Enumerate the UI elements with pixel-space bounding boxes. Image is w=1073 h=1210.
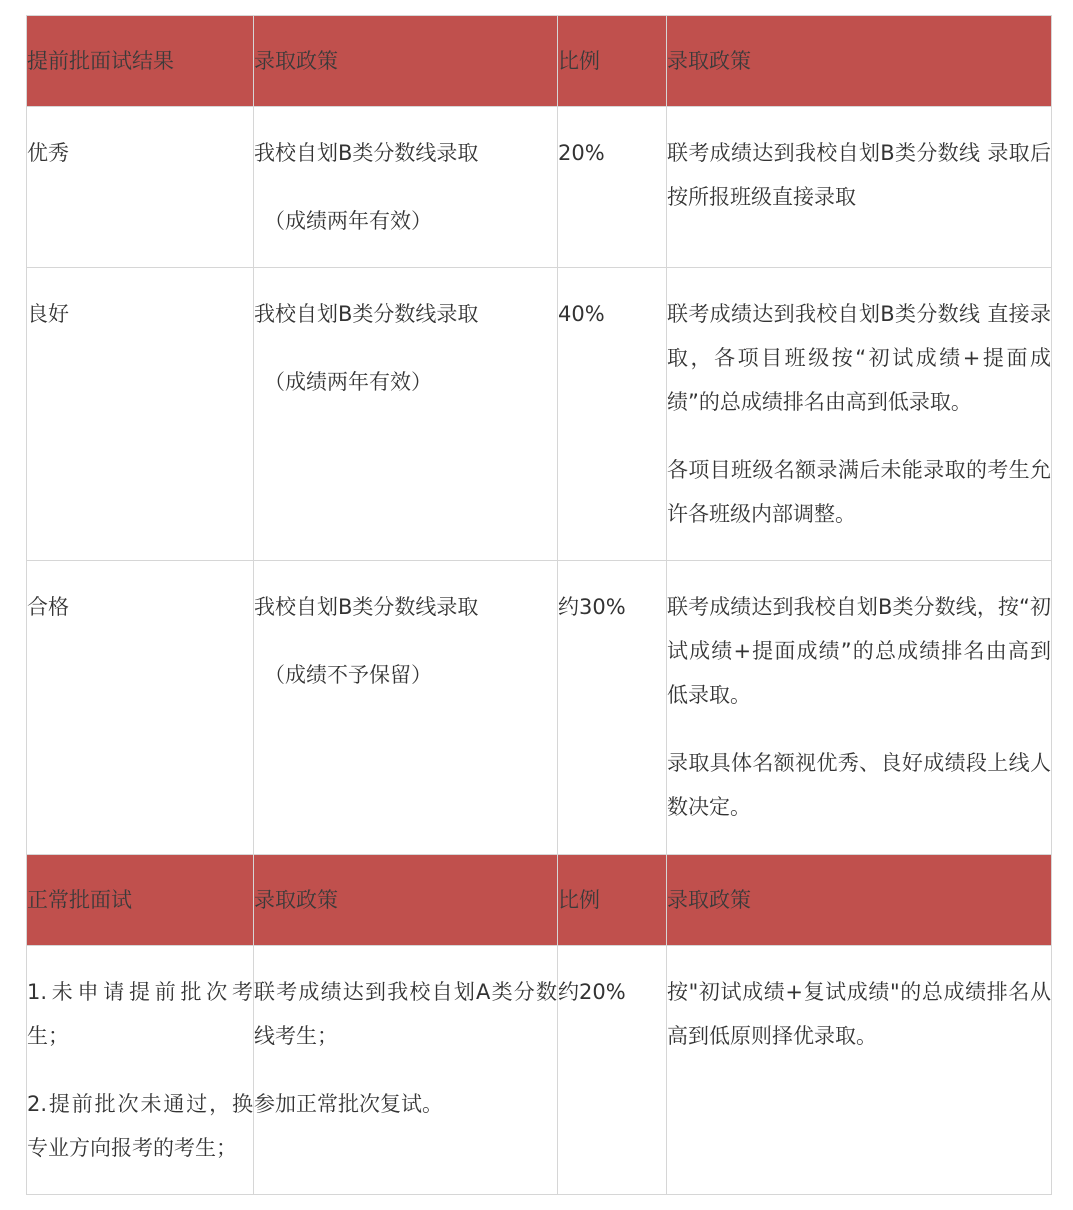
header-cell [667, 16, 1052, 107]
header-cell [27, 855, 254, 946]
table-cell [667, 107, 1052, 268]
header-cell [27, 16, 254, 107]
table-cell [27, 946, 254, 1195]
ratio-value: 约30% [558, 595, 626, 619]
detail-text: 各项目班级名额录满后未能录取的考生允许各班级内部调整。 [667, 458, 1051, 526]
table-row-pass [27, 561, 1052, 855]
table-cell [667, 946, 1052, 1195]
policy-note: （成绩两年有效） [264, 209, 432, 233]
table-cell [558, 268, 667, 561]
policy-text: 参加正常批次复试。 [254, 1092, 443, 1116]
header-normal-policy: 录取政策 [254, 887, 338, 912]
table-cell [27, 107, 254, 268]
ratio-value: 20% [558, 141, 605, 165]
detail-text: 联考成绩达到我校自划B类分数线 录取后按所报班级直接录取 [667, 141, 1051, 209]
ratio-value: 40% [558, 302, 605, 326]
ratio-value: 约20% [558, 980, 626, 1004]
eligibility-text: 2.提前批次未通过，换专业方向报考的考生； [27, 1092, 253, 1160]
detail-text: 按"初试成绩+复试成绩"的总成绩排名从高到低原则择优录取。 [667, 980, 1051, 1048]
result-label: 合格 [27, 595, 69, 619]
header-row-normal [27, 855, 1052, 946]
table-cell [254, 107, 558, 268]
policy-note: （成绩两年有效） [264, 370, 432, 394]
header-early-detail: 录取政策 [667, 48, 751, 73]
result-label: 优秀 [27, 141, 69, 165]
policy-note: （成绩不予保留） [264, 663, 432, 687]
header-cell [558, 855, 667, 946]
table-cell [27, 561, 254, 855]
table-cell [254, 561, 558, 855]
policy-text: 我校自划B类分数线录取 [254, 595, 479, 619]
header-normal-ratio: 比例 [558, 887, 600, 912]
detail-text: 录取具体名额视优秀、良好成绩段上线人数决定。 [667, 751, 1051, 819]
table-cell [667, 268, 1052, 561]
header-cell [254, 16, 558, 107]
header-row-early [27, 16, 1052, 107]
table-cell [558, 107, 667, 268]
header-cell [254, 855, 558, 946]
header-early-ratio: 比例 [558, 48, 600, 73]
header-cell [667, 855, 1052, 946]
header-normal-detail: 录取政策 [667, 887, 751, 912]
table-cell [558, 561, 667, 855]
header-early-policy: 录取政策 [254, 48, 338, 73]
table-cell [27, 268, 254, 561]
table-cell [254, 268, 558, 561]
header-early-result: 提前批面试结果 [27, 48, 174, 73]
table-cell [254, 946, 558, 1195]
policy-text: 我校自划B类分数线录取 [254, 302, 479, 326]
table-row-excellent [27, 107, 1052, 268]
policy-text: 联考成绩达到我校自划A类分数线考生； [254, 980, 557, 1048]
header-normal-result: 正常批面试 [27, 887, 132, 912]
detail-text: 联考成绩达到我校自划B类分数线 直接录取，各项目班级按“初试成绩+提面成绩”的总成绩排名由高到低录取。 [667, 302, 1051, 414]
table-cell [558, 946, 667, 1195]
table-row-normal [27, 946, 1052, 1195]
table-cell [667, 561, 1052, 855]
policy-text: 我校自划B类分数线录取 [254, 141, 479, 165]
detail-text: 联考成绩达到我校自划B类分数线，按“初试成绩+提面成绩”的总成绩排名由高到低录取。 [667, 595, 1051, 707]
header-cell [558, 16, 667, 107]
result-label: 良好 [27, 302, 69, 326]
eligibility-text: 1.未申请提前批次考生； [27, 980, 253, 1048]
admission-policy-table [26, 15, 1052, 1195]
table-row-good [27, 268, 1052, 561]
